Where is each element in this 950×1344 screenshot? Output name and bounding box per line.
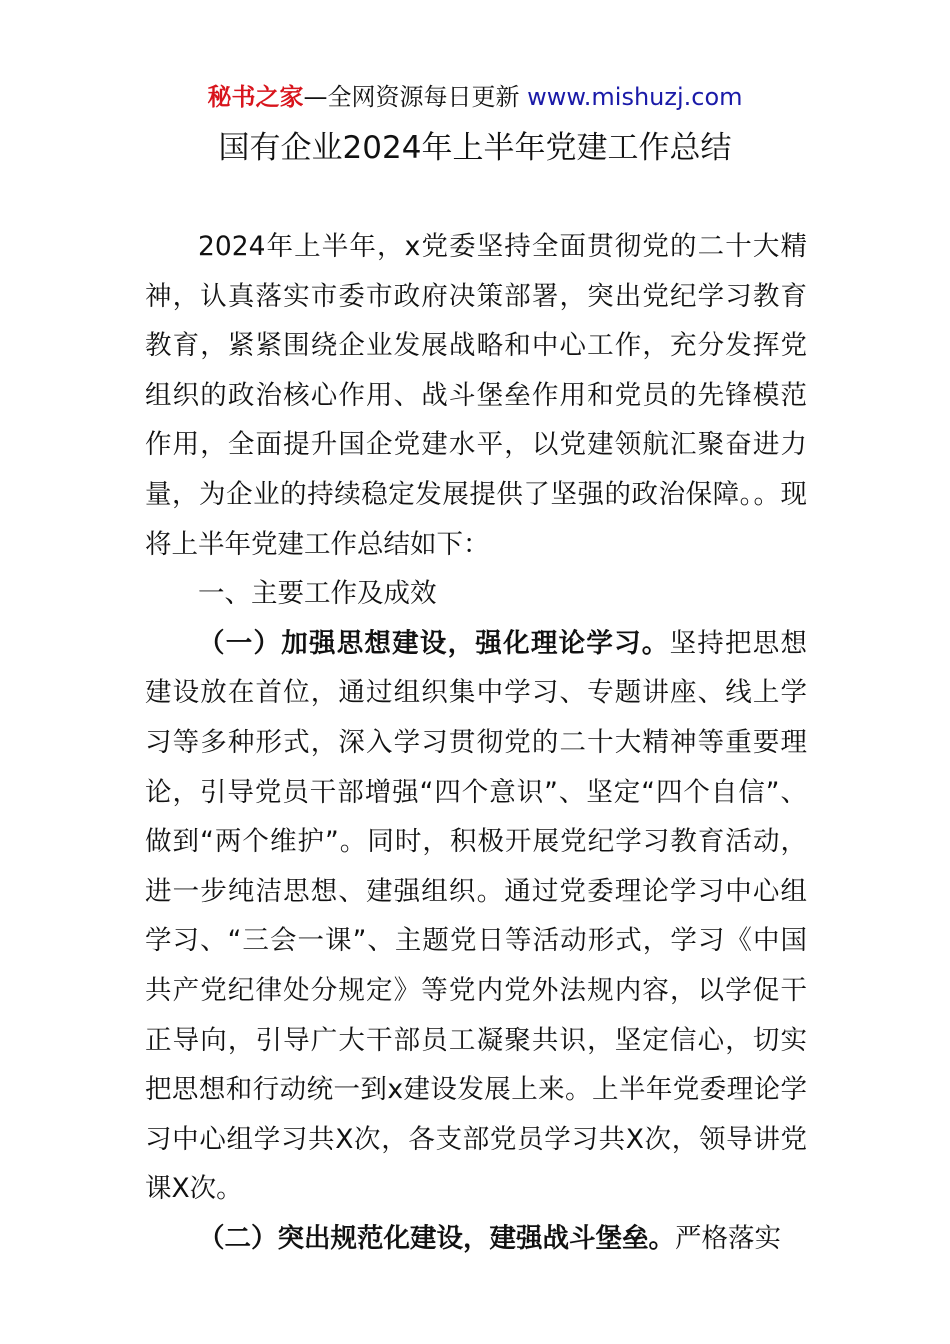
section-heading: 一、主要工作及成效 — [198, 578, 437, 610]
item-paragraph-2 — [145, 1214, 807, 1264]
site-header — [0, 80, 950, 114]
item-heading-1: （一）加强思想建设，强化理论学习。 — [198, 627, 670, 659]
document-title: 国有企业2024年上半年党建工作总结 — [218, 130, 732, 166]
item-body-1: 坚持把思想建设放在首位，通过组织集中学习、专题讲座、线上学习等多种形式，深入学习贯彻党的二十大精神等重要理论，引导党员干部增强“四个意识”、坚定“四个自信”、做到“两个维护”。同时，积极开展党纪学习教育活动，进一步纯洁思想、建强组织。通过党委理论学习中心组学习、“三会一课”、主题党日等活动形式，学习《中国共产党纪律处分规定》等党内党外法规内容，以学促干正导向，引导广大干部员工凝聚共识，坚定信心，切实把思想和行动统一到x建设发展上来。上半年党委理论学习中心组学习共X次，各支部党员学习共X次，领导讲党课X次。 — [145, 627, 808, 1205]
site-slogan: —全网资源每日更新 — [303, 83, 528, 111]
document-body — [145, 222, 807, 1263]
intro-paragraph: 2024年上半年，x党委坚持全面贯彻党的二十大精神，认真落实市委市政府决策部署，突出党纪学习教育教育，紧紧围绕企业发展战略和中心工作，充分发挥党组织的政治核心作用、战斗堡垒作用和党员的先锋模范作用，全面提升国企党建水平，以党建领航汇聚奋进力量，为企业的持续稳定发展提供了坚强的政治保障。。现将上半年党建工作总结如下： — [145, 231, 807, 560]
site-brand: 秘书之家 — [207, 83, 304, 111]
item-heading-2: （二）突出规范化建设，建强战斗堡垒。 — [198, 1222, 675, 1254]
site-url-link[interactable]: www.mishuzj.com — [527, 83, 743, 111]
item-body-2: 严格落实 — [675, 1222, 781, 1254]
item-paragraph-1 — [145, 619, 807, 1214]
